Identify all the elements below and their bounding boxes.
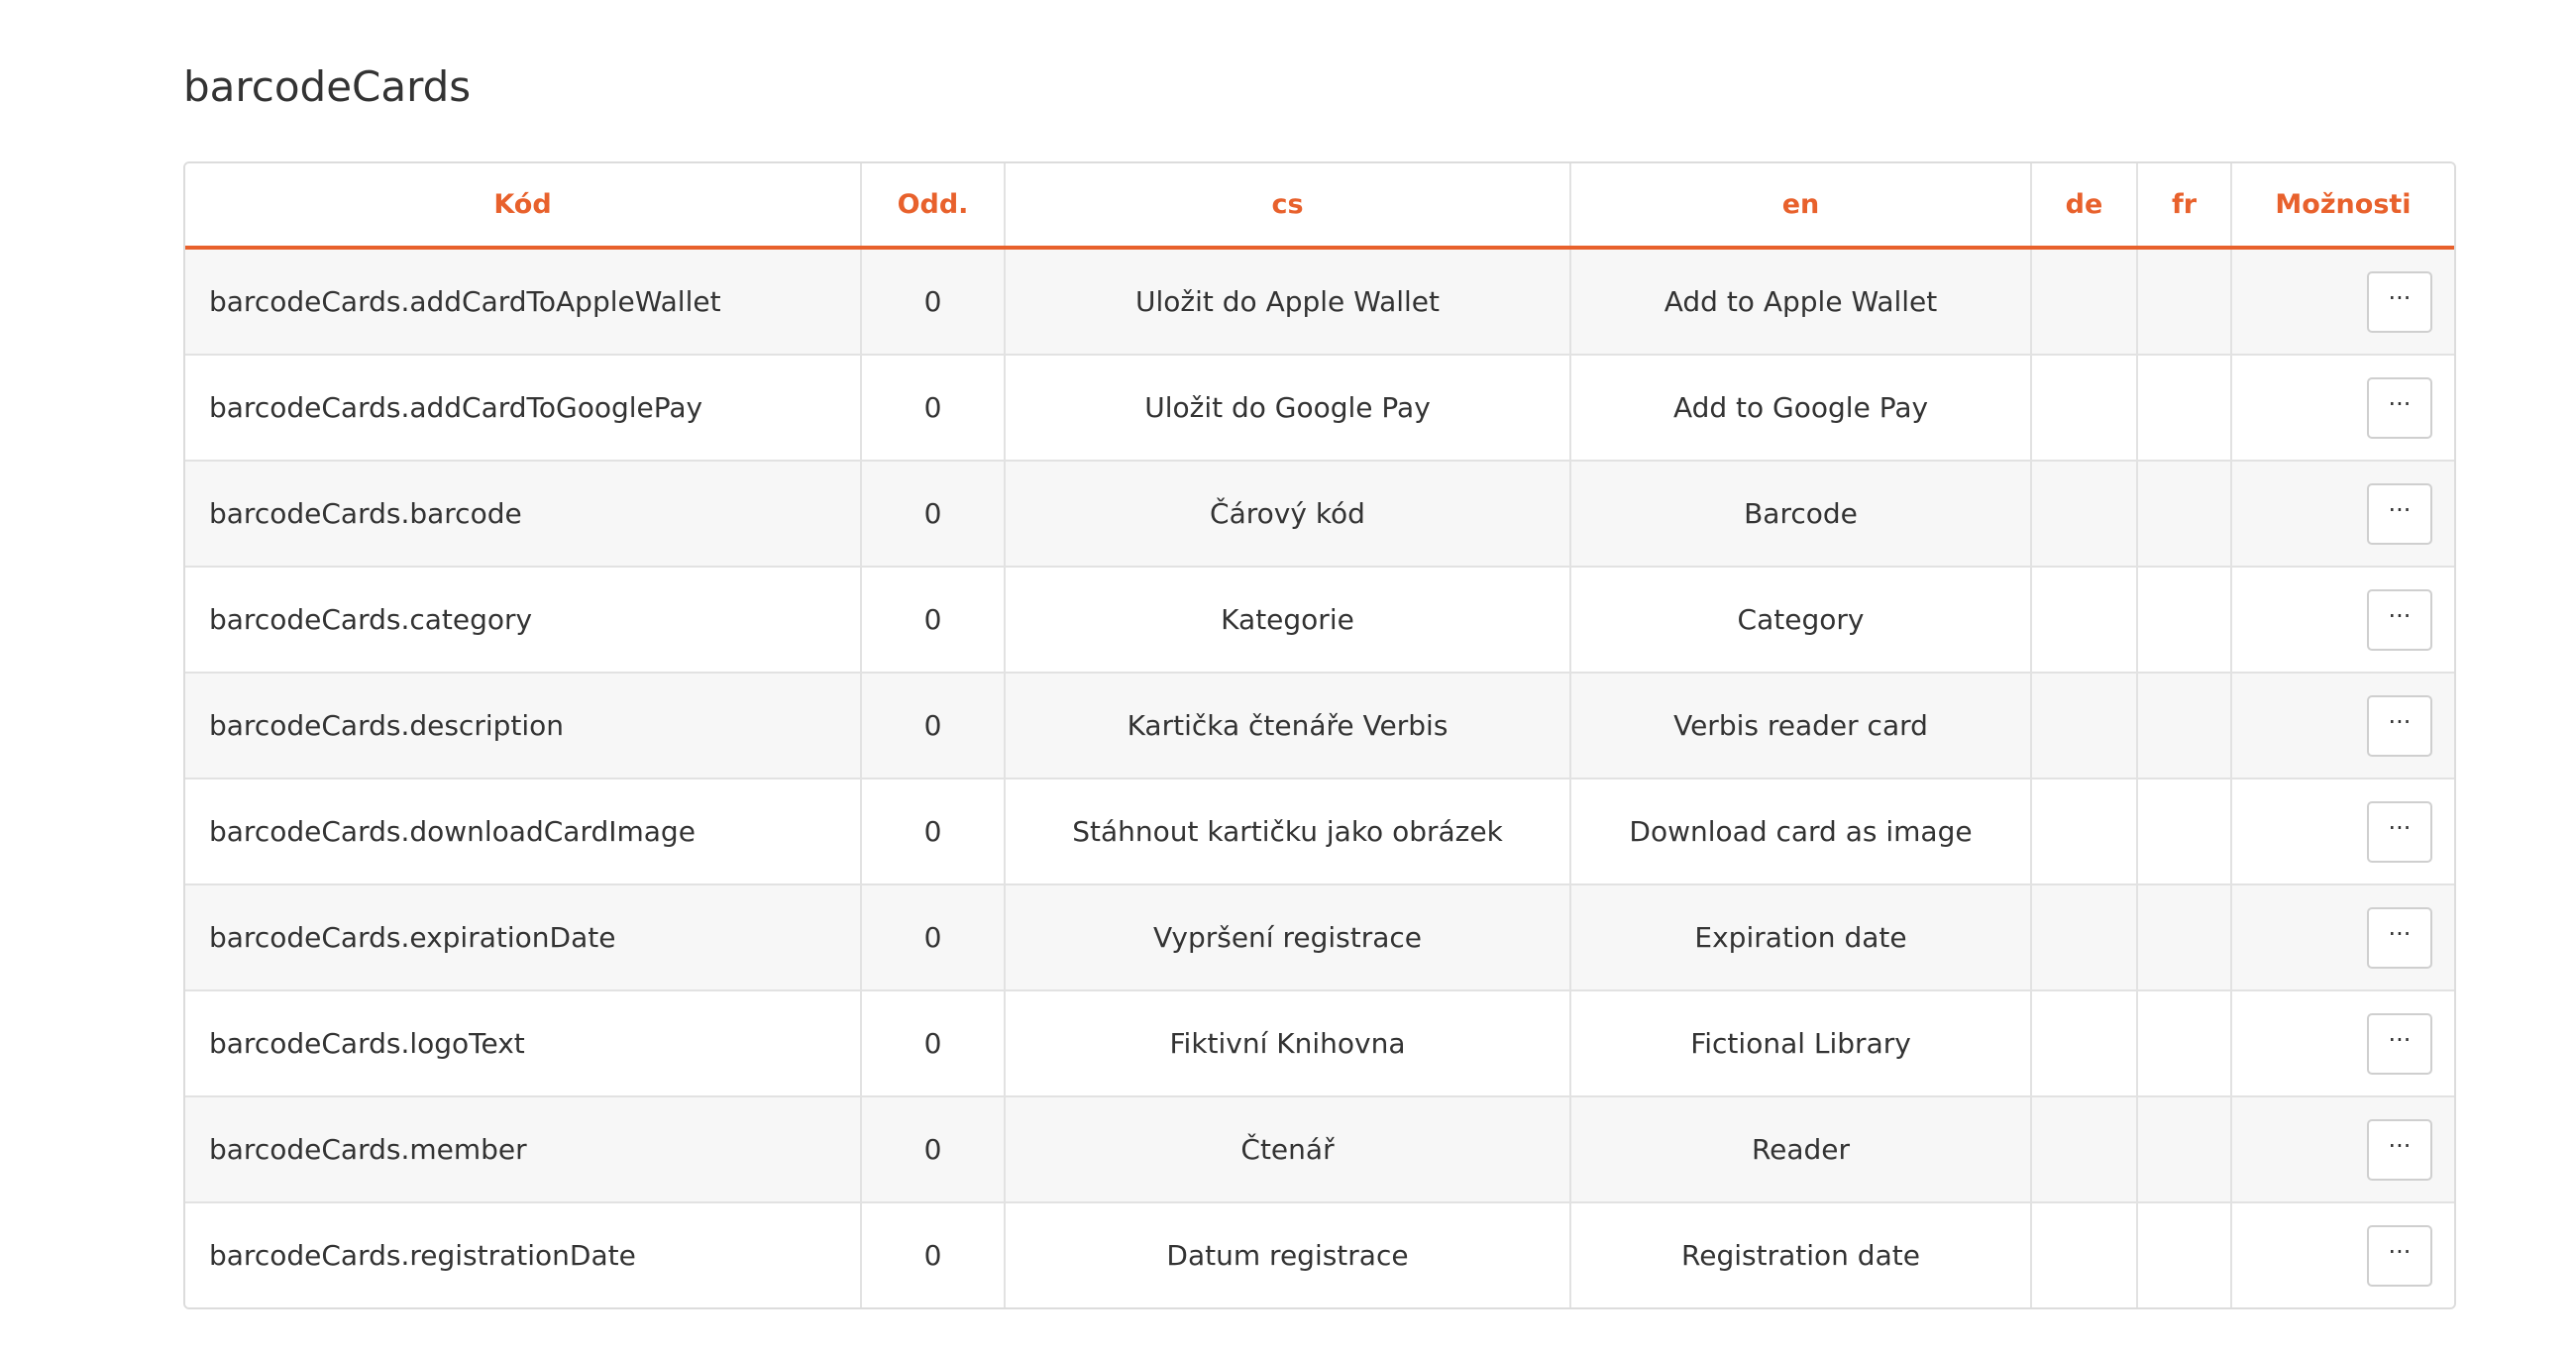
cell-de xyxy=(2031,673,2137,779)
cell-options xyxy=(2231,779,2454,884)
table-row xyxy=(185,567,2454,673)
cell-de xyxy=(2031,461,2137,567)
ellipsis-icon: ··· xyxy=(2388,601,2412,630)
cell-code: barcodeCards.category xyxy=(185,567,861,673)
cell-fr xyxy=(2137,567,2231,673)
cell-odd: 0 xyxy=(861,779,1005,884)
ellipsis-icon: ··· xyxy=(2388,1237,2412,1266)
cell-fr xyxy=(2137,673,2231,779)
cell-options xyxy=(2231,1096,2454,1202)
cell-cs: Čárový kód xyxy=(1005,461,1570,567)
row-options-button[interactable] xyxy=(2367,801,2432,863)
row-options-button[interactable] xyxy=(2367,377,2432,439)
column-header-cs[interactable]: cs xyxy=(1005,163,1570,248)
cell-fr xyxy=(2137,461,2231,567)
row-options-button[interactable] xyxy=(2367,695,2432,757)
ellipsis-icon: ··· xyxy=(2388,1025,2412,1054)
cell-de xyxy=(2031,884,2137,990)
cell-odd: 0 xyxy=(861,461,1005,567)
cell-code: barcodeCards.downloadCardImage xyxy=(185,779,861,884)
table-header xyxy=(185,163,2454,248)
cell-code: barcodeCards.description xyxy=(185,673,861,779)
cell-code: barcodeCards.expirationDate xyxy=(185,884,861,990)
cell-cs: Kartička čtenáře Verbis xyxy=(1005,673,1570,779)
ellipsis-icon: ··· xyxy=(2388,813,2412,842)
cell-odd: 0 xyxy=(861,673,1005,779)
cell-options xyxy=(2231,673,2454,779)
cell-cs: Fiktivní Knihovna xyxy=(1005,990,1570,1096)
cell-odd: 0 xyxy=(861,355,1005,461)
table-body xyxy=(185,248,2454,1307)
table-row xyxy=(185,355,2454,461)
table-row xyxy=(185,779,2454,884)
cell-en: Verbis reader card xyxy=(1570,673,2031,779)
cell-cs: Uložit do Google Pay xyxy=(1005,355,1570,461)
ellipsis-icon: ··· xyxy=(2388,707,2412,736)
ellipsis-icon: ··· xyxy=(2388,1131,2412,1160)
cell-de xyxy=(2031,1202,2137,1307)
cell-cs: Vypršení registrace xyxy=(1005,884,1570,990)
row-options-button[interactable] xyxy=(2367,907,2432,969)
table-row xyxy=(185,673,2454,779)
cell-cs: Kategorie xyxy=(1005,567,1570,673)
cell-options xyxy=(2231,461,2454,567)
table-row xyxy=(185,990,2454,1096)
cell-code: barcodeCards.logoText xyxy=(185,990,861,1096)
cell-fr xyxy=(2137,248,2231,355)
cell-fr xyxy=(2137,355,2231,461)
table-row xyxy=(185,1096,2454,1202)
cell-de xyxy=(2031,779,2137,884)
column-header-fr[interactable]: fr xyxy=(2137,163,2231,248)
cell-options xyxy=(2231,990,2454,1096)
cell-en: Registration date xyxy=(1570,1202,2031,1307)
cell-odd: 0 xyxy=(861,567,1005,673)
row-options-button[interactable] xyxy=(2367,1225,2432,1287)
table-row xyxy=(185,1202,2454,1307)
cell-options xyxy=(2231,884,2454,990)
cell-odd: 0 xyxy=(861,248,1005,355)
cell-cs: Stáhnout kartičku jako obrázek xyxy=(1005,779,1570,884)
row-options-button[interactable] xyxy=(2367,1013,2432,1075)
cell-en: Fictional Library xyxy=(1570,990,2031,1096)
table-row xyxy=(185,461,2454,567)
column-header-de[interactable]: de xyxy=(2031,163,2137,248)
header-row xyxy=(185,163,2454,248)
cell-odd: 0 xyxy=(861,884,1005,990)
cell-en: Reader xyxy=(1570,1096,2031,1202)
column-header-en[interactable]: en xyxy=(1570,163,2031,248)
cell-options xyxy=(2231,355,2454,461)
cell-code: barcodeCards.member xyxy=(185,1096,861,1202)
cell-en: Download card as image xyxy=(1570,779,2031,884)
row-options-button[interactable] xyxy=(2367,271,2432,333)
table-row xyxy=(185,248,2454,355)
cell-cs: Datum registrace xyxy=(1005,1202,1570,1307)
cell-options xyxy=(2231,1202,2454,1307)
cell-fr xyxy=(2137,1096,2231,1202)
cell-de xyxy=(2031,248,2137,355)
cell-de xyxy=(2031,355,2137,461)
cell-fr xyxy=(2137,990,2231,1096)
row-options-button[interactable] xyxy=(2367,1119,2432,1181)
row-options-button[interactable] xyxy=(2367,589,2432,651)
cell-odd: 0 xyxy=(861,1096,1005,1202)
cell-en: Expiration date xyxy=(1570,884,2031,990)
ellipsis-icon: ··· xyxy=(2388,283,2412,312)
cell-code: barcodeCards.registrationDate xyxy=(185,1202,861,1307)
cell-cs: Uložit do Apple Wallet xyxy=(1005,248,1570,355)
column-header-code[interactable]: Kód xyxy=(185,163,861,248)
ellipsis-icon: ··· xyxy=(2388,919,2412,948)
cell-de xyxy=(2031,1096,2137,1202)
translations-table-container xyxy=(183,161,2456,1309)
cell-fr xyxy=(2137,779,2231,884)
ellipsis-icon: ··· xyxy=(2388,495,2412,524)
column-header-odd[interactable]: Odd. xyxy=(861,163,1005,248)
cell-options xyxy=(2231,567,2454,673)
cell-cs: Čtenář xyxy=(1005,1096,1570,1202)
row-options-button[interactable] xyxy=(2367,483,2432,545)
cell-en: Barcode xyxy=(1570,461,2031,567)
ellipsis-icon: ··· xyxy=(2388,389,2412,418)
cell-de xyxy=(2031,567,2137,673)
cell-odd: 0 xyxy=(861,990,1005,1096)
cell-en: Category xyxy=(1570,567,2031,673)
cell-code: barcodeCards.barcode xyxy=(185,461,861,567)
cell-fr xyxy=(2137,1202,2231,1307)
cell-de xyxy=(2031,990,2137,1096)
cell-code: barcodeCards.addCardToAppleWallet xyxy=(185,248,861,355)
cell-code: barcodeCards.addCardToGooglePay xyxy=(185,355,861,461)
translations-table xyxy=(185,163,2454,1307)
cell-odd: 0 xyxy=(861,1202,1005,1307)
cell-en: Add to Google Pay xyxy=(1570,355,2031,461)
cell-en: Add to Apple Wallet xyxy=(1570,248,2031,355)
cell-fr xyxy=(2137,884,2231,990)
page-title: barcodeCards xyxy=(183,62,472,111)
column-header-options: Možnosti xyxy=(2231,163,2454,248)
table-row xyxy=(185,884,2454,990)
cell-options xyxy=(2231,248,2454,355)
